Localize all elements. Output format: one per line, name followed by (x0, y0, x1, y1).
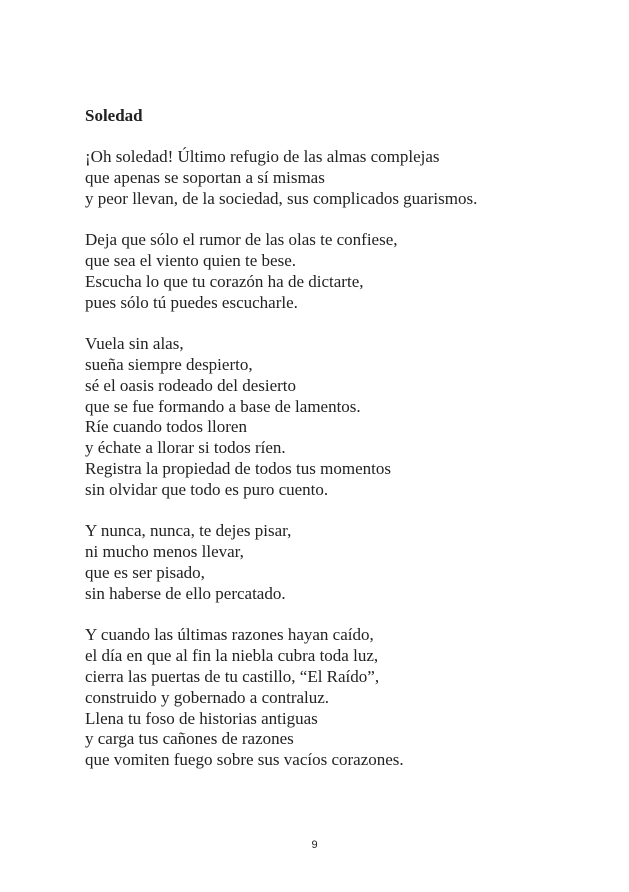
poem-line: construido y gobernado a contraluz. (85, 687, 330, 707)
poem-line: sin olvidar que todo es puro cuento. (85, 479, 329, 499)
poem-line: que sea el viento quien te bese. (85, 250, 297, 270)
poem-line: Y cuando las últimas razones hayan caído, (85, 625, 374, 645)
poem-line: pues sólo tú puedes escucharle. (85, 292, 298, 312)
poem-line: sin haberse de ello percatado. (85, 583, 286, 603)
poem-line: Registra la propiedad de todos tus momentos (85, 458, 391, 478)
page-number: 9 (311, 839, 318, 851)
poem-title: Soledad (85, 106, 143, 125)
poem-line: que es ser pisado, (85, 562, 205, 582)
poem-line: sueña siempre despierto, (85, 354, 253, 374)
poem-line: que apenas se soportan a sí mismas (85, 167, 325, 187)
poem-line: y carga tus cañones de razones (85, 729, 294, 749)
stanza-1 (85, 147, 605, 209)
poem-line: el día en que al fin la niebla cubra toda luz, (85, 646, 379, 666)
poem-body (85, 147, 605, 771)
stanza-5 (85, 625, 605, 771)
poem-line: que se fue formando a base de lamentos. (85, 396, 361, 416)
poem-line: ni mucho menos llevar, (85, 542, 244, 562)
poem-line: sé el oasis rodeado del desierto (85, 375, 297, 395)
poem-line: ¡Oh soledad! Último refugio de las almas complejas (85, 147, 440, 166)
stanza-4 (85, 521, 605, 604)
poem-line: que vomiten fuego sobre sus vacíos corazones. (85, 750, 404, 770)
poem-line: Deja que sólo el rumor de las olas te confiese, (85, 230, 398, 250)
poem-line: y échate a llorar si todos ríen. (85, 438, 286, 458)
poem-line: Ríe cuando todos lloren (85, 417, 247, 437)
stanza-2 (85, 230, 605, 313)
poem-line: cierra las puertas de tu castillo, “El Raído”, (85, 666, 380, 686)
stanza-3 (85, 334, 605, 500)
poem-line: Llena tu foso de historias antiguas (85, 708, 318, 728)
poem-line: Escucha lo que tu corazón ha de dictarte, (85, 271, 364, 291)
poem-line: y peor llevan, de la sociedad, sus complicados guarismos. (85, 188, 478, 208)
poem-line: Vuela sin alas, (85, 334, 184, 354)
poem-line: Y nunca, nunca, te dejes pisar, (85, 521, 292, 541)
